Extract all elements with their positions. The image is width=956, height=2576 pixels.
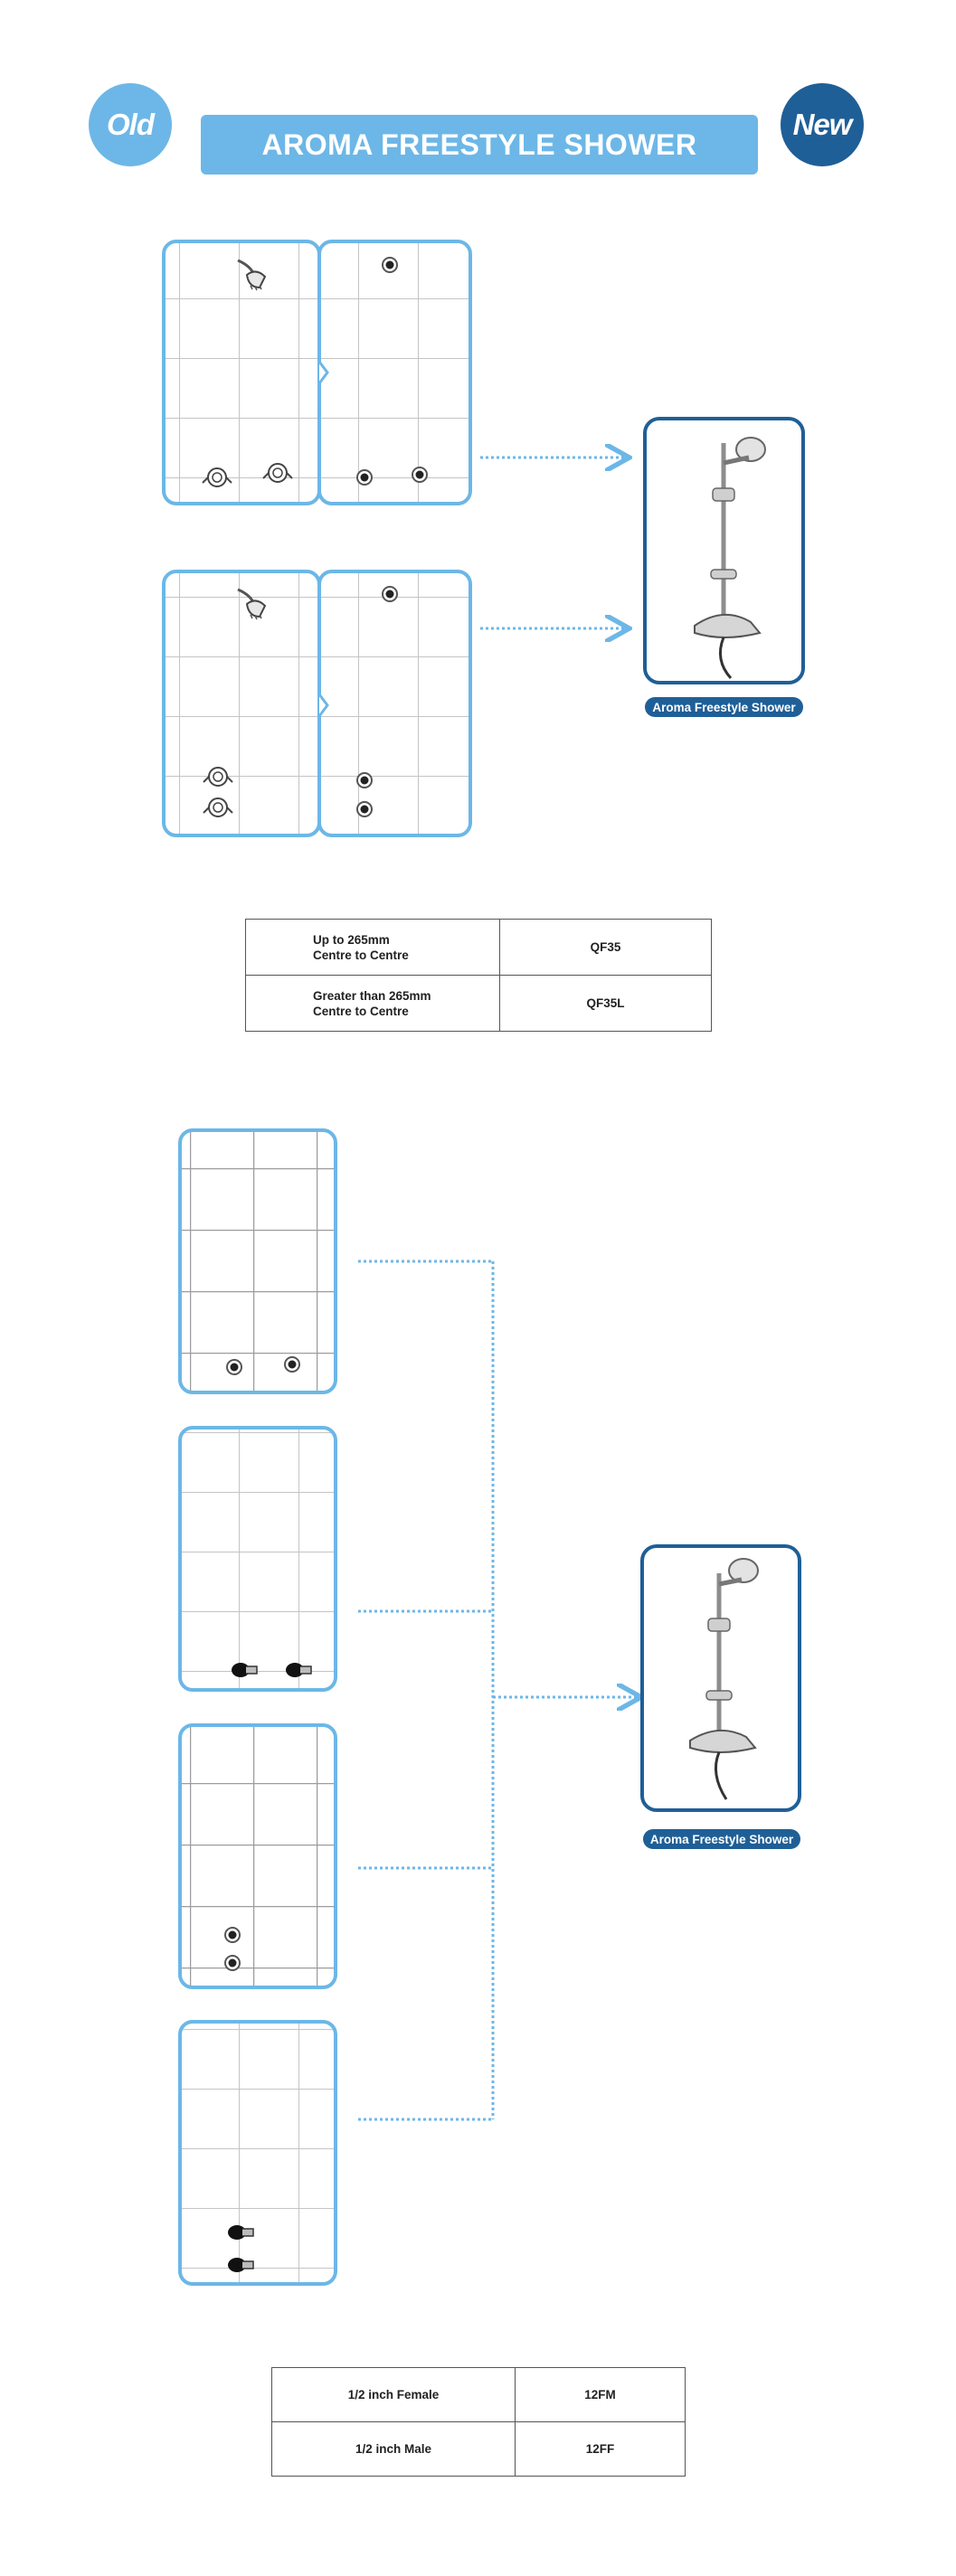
product-caption: Aroma Freestyle Shower [643, 1829, 800, 1849]
wall-outlet-icon [285, 1357, 299, 1372]
old-wall-panel-e [180, 1725, 336, 1987]
table-cell: 12FM [516, 2368, 686, 2422]
spec-table-1 [245, 919, 712, 1032]
table-cell: QF35 [500, 920, 712, 976]
old-badge: Old [89, 83, 172, 166]
table-cell: 1/2 inch Male [272, 2422, 516, 2477]
new-badge: New [781, 83, 864, 166]
old-wall-panel-c [180, 1130, 336, 1392]
wall-outlet-icon [225, 1928, 240, 1942]
old-wall-panel-a [164, 241, 470, 504]
old-wall-panel-b [164, 571, 470, 835]
wall-outlet-icon [225, 1956, 240, 1970]
product-image-2 [642, 1546, 800, 1810]
wall-outlet-icon [357, 470, 372, 485]
old-wall-panel-f [180, 2022, 336, 2284]
table-row [246, 920, 712, 976]
wall-outlet-icon [412, 467, 427, 482]
table-cell [246, 976, 500, 1032]
table-row [246, 976, 712, 1032]
cell-line: Centre to Centre [313, 1004, 409, 1018]
connector-lines [358, 1261, 493, 2119]
page-title: AROMA FREESTYLE SHOWER [201, 115, 758, 175]
table-cell: 1/2 inch Female [272, 2368, 516, 2422]
wall-outlet-icon [383, 258, 397, 272]
old-wall-panel-d [180, 1428, 336, 1690]
cell-line: Up to 265mm [313, 932, 390, 947]
cell-line: Centre to Centre [313, 948, 409, 962]
table-row [272, 2422, 686, 2477]
table-cell: QF35L [500, 976, 712, 1032]
wall-outlet-icon [357, 773, 372, 788]
wall-outlet-icon [357, 802, 372, 816]
product-caption: Aroma Freestyle Shower [645, 697, 803, 717]
table-cell [246, 920, 500, 976]
table-row [272, 2368, 686, 2422]
cell-line: Greater than 265mm [313, 988, 431, 1003]
product-image-1 [645, 419, 803, 683]
wall-outlet-icon [383, 587, 397, 601]
table-cell: 12FF [516, 2422, 686, 2477]
spec-table-2 [271, 2367, 686, 2477]
wall-outlet-icon [227, 1360, 241, 1374]
